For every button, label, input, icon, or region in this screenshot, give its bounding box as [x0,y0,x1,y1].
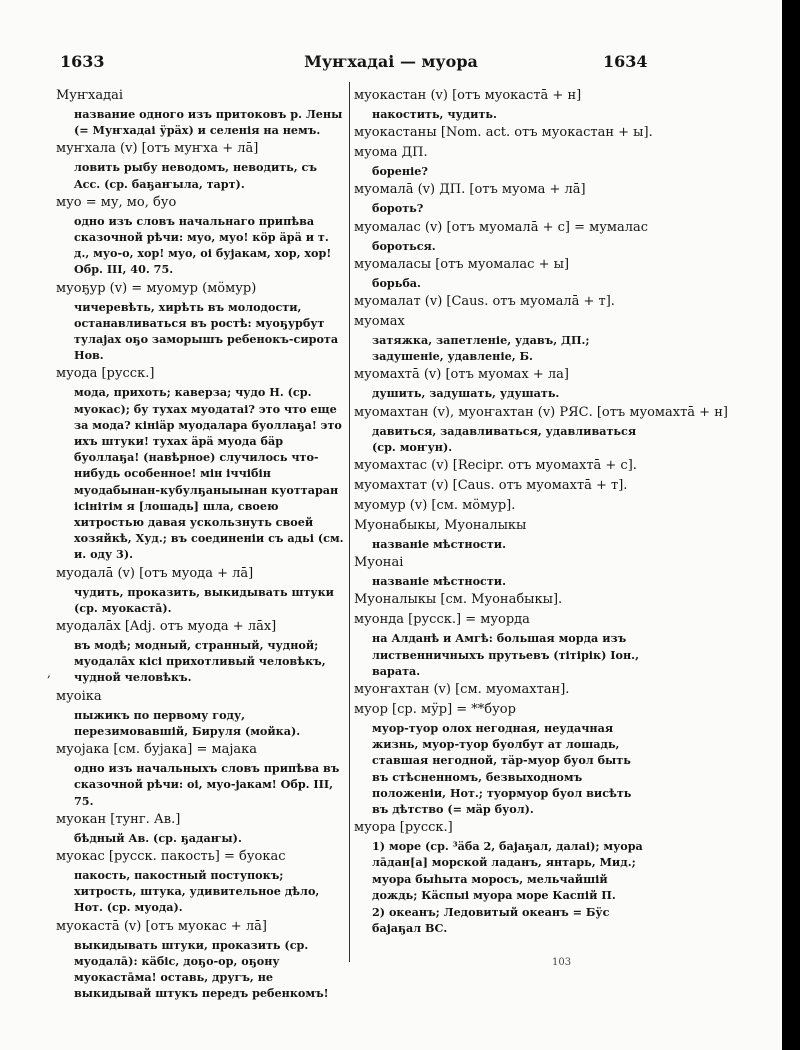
entry-definition: 1) море (ср. ³ӓба 2, бајаҕал, далаі); муора лāдан[а] морской ладанъ, янтарь, Мид.; муора быһыта моросъ, мельчайшій дождь; Кӓспыі муора море Каспій П. [372,839,643,902]
entry-headword: муомур (v) [см. мӧмур]. [354,498,516,514]
entry-definition: бѣдный Ав. (ср. ҕадаҥы). [74,830,242,845]
entry-headword: Муҥхадаі [56,88,124,103]
entry-headword: муоҕур (v) = муомур (мӧмур) [56,280,257,296]
entry-headword: муомалат (v) [Caus. отъ муомалā + т]. [354,294,615,310]
entry-headword: муокастā (v) [отъ муокас + лā] [56,918,267,934]
entry-headword: муора [русск.] [354,820,453,836]
dictionary-entry [354,255,646,291]
dictionary-entry [56,847,346,916]
dictionary-entry [56,139,346,191]
entry-headword: муодалā (v) [отъ муода + лā] [56,565,254,581]
dictionary-entry [354,553,646,589]
right-column [354,86,728,966]
entry-definition: накостить, чудить. [372,107,497,121]
dictionary-entry [56,810,346,846]
entry-definition: ловить рыбу неводомъ, неводить, съ Acc. (ср. баҕаҥыла, тарт). [74,160,317,191]
column-divider [349,82,350,962]
dictionary-entry [56,364,346,562]
dictionary-entry [56,279,346,364]
entry-definition: 2) океанъ; Ледовитый океанъ = Бӱс бајаҕал ВС. [372,905,610,936]
entry-headword: муомахтат (v) [Caus. отъ муомахтā + т]. [354,478,628,494]
entry-headword: муокан [тунг. Ав.] [56,811,181,827]
entry-definition: пыжикъ по первому году, перезимовавшій, Бируля (мойка). [74,707,301,738]
entry-headword: муомахтан (v), муоҥахтан (v) РЯС. [отъ муомахтā + н] [354,404,728,420]
dictionary-entry [354,476,646,496]
entry-headword: муода [русск.] [56,366,155,382]
entry-definition: бороть? [372,201,424,216]
dictionary-entry [354,403,728,455]
entry-headword: муҥхала (v) [отъ муҥха + лā] [56,141,259,157]
dictionary-entry [56,193,346,278]
dictionary-entry [56,740,346,809]
dictionary-entry [354,218,649,254]
entry-headword: муојака [см. бујака] = мајака [56,742,257,758]
entry-definition: одно изъ словъ начальнаго припѣва сказочной рѣчи: муо, муо! кӧр ӓрӓ и т. д., муо-о, хор! муо, оі бујакам, хор, хор! Обр. III, 40. 75. [74,213,332,277]
dictionary-entry [354,700,646,817]
entry-headword: муомалас (v) [отъ муомалā + с] = мумалас [354,219,649,235]
entry-headword: муокастаны [Nom. act. отъ муокастан + ы]. [354,125,653,141]
entry-definition: названіе мѣстности. [372,537,506,552]
dictionary-entry [354,86,646,122]
dictionary-entry [354,610,646,679]
entry-definition: мода, прихоть; каверза; чудо Н. (ср. муокас); бу тухах муодатаі? это что еще за мода? кініӓр муодалара буоллаҕа! это ихъ штуки! тухах ӓрӓ муода бӓр буоллаҕа! (навѣрное) случилось что-нибудь особенное! мін іччібін муодабынан-кубулҕаныынан куоттаран ісінітім я [лошадь] шла, своею хитростью давая ускользнуть своей хозяйкѣ, Худ.; въ соединеніи съ адьі (см. и. оду 3). [74,385,344,562]
entry-headword: муокастан (v) [отъ муокастā + н] [354,88,582,103]
entry-definition: чичеревѣть, хирѣть въ молодости, останавливаться въ ростѣ: муоҕурбут тулајах оҕо заморышъ ребенокъ-сирота Нов. [74,299,339,363]
entry-definition: въ модѣ; модный, странный, чудной; муодалāх кісі прихотливый человѣкъ, чудной человѣкъ. [74,638,326,685]
dictionary-entry [354,496,646,516]
dictionary-entry [56,917,346,1002]
entry-definition: бороться. [372,238,436,253]
entry-headword: муоіка [56,688,102,704]
margin-mark: , [47,666,51,680]
dictionary-entry [354,123,653,143]
dictionary-entry [56,617,346,686]
running-title: Муҥхадаі — муора [304,52,478,71]
entry-definition: одно изъ начальныхъ словъ припѣва въ сказочной рѣчи: оі, муо-јакам! Обр. III, 75. [74,761,340,808]
scan-border [782,0,800,1050]
entry-headword: муокас [русск. пакость] = буокас [56,848,286,864]
dictionary-entry [354,516,646,552]
dictionary-entry [56,86,346,138]
entry-headword: Муонаі [354,555,404,571]
page-header [0,52,782,76]
dictionary-entry [354,456,646,476]
dictionary-entry [354,292,646,312]
entry-definition: затяжка, запетленіе, удавъ, ДП.; задушеніе, удавленіе, Б. [372,333,590,364]
dictionary-entry [354,818,646,936]
dictionary-entry [354,312,646,364]
entry-definition: борьба. [372,275,421,290]
entry-definition: давиться, задавливаться, удавливаться (ср. моҥун). [372,423,637,454]
page-number-left: 1633 [60,52,105,71]
dictionary-entry [354,365,646,401]
entry-headword: Муоналыкы [см. Муонабыкы]. [354,592,563,608]
entry-definition: выкидывать штуки, проказить (ср. муодалā): кӓбіс, доҕо-ор, оҕону муокастāма! оставь, другъ, не выкидывай штукъ передъ ребенкомъ! [74,937,329,1001]
entry-headword: муонда [русск.] = муорда [354,612,530,628]
left-column [56,86,346,1001]
dictionary-entry [56,564,346,616]
entry-headword: муо = му, мо, буо [56,194,177,210]
entry-headword: муомахтā (v) [отъ муомах + ла] [354,367,569,383]
entry-headword: муомах [354,314,405,330]
dictionary-entry [56,687,346,739]
entry-headword: муома ДП. [354,145,428,161]
entry-headword: муор [ср. мӱр] = **буор [354,702,516,718]
entry-headword: муомаласы [отъ муомалас + ы] [354,256,570,272]
sheet-signature: 103 [552,957,572,968]
entry-definition: бореніе? [372,164,428,179]
entry-headword: муомахтас (v) [Recipr. отъ муомахтā + с]. [354,458,637,474]
dictionary-entry [354,143,646,179]
entry-headword: муодалāх [Adj. отъ муода + лāх] [56,619,277,635]
entry-definition: чудить, проказить, выкидывать штуки (ср. муокастā). [74,584,334,615]
page-number-right: 1634 [603,52,648,71]
entry-definition: пакость, пакостный поступокъ; хитрость, штука, удивительное дѣло, Нот. (ср. муода). [74,867,320,915]
entry-headword: Муонабыкы, Муоналыкы [354,518,527,534]
entry-headword: муоҥахтан (v) [см. муомахтан]. [354,682,570,698]
entry-definition: названіе мѣстности. [372,574,506,589]
entry-definition: название одного изъ притоковъ р. Лены (= Муҥхадаі ӱрӓх) и селенія на немъ. [74,107,343,138]
entry-definition: муор-туор олох негодная, неудачная жизнь, муор-туор буолбут ат лошадь, ставшая негодной, тӓр-муор буол быть въ стѣсненномъ, безвыходномъ положеніи, Нот.; туормуор буол висѣть въ дѣтство (= мӓр буол). [372,721,632,817]
entry-headword: муомалā (v) ДП. [отъ муома + лā] [354,182,586,198]
entry-definition: на Алданѣ и Амгѣ: большая морда изъ лиственничныхъ прутьевъ (тітірік) Іон., варата. [372,631,639,678]
dictionary-entry [354,680,646,700]
dictionary-entry [354,590,646,610]
dictionary-entry [354,180,646,216]
entry-definition: душить, задушать, удушать. [372,386,560,401]
